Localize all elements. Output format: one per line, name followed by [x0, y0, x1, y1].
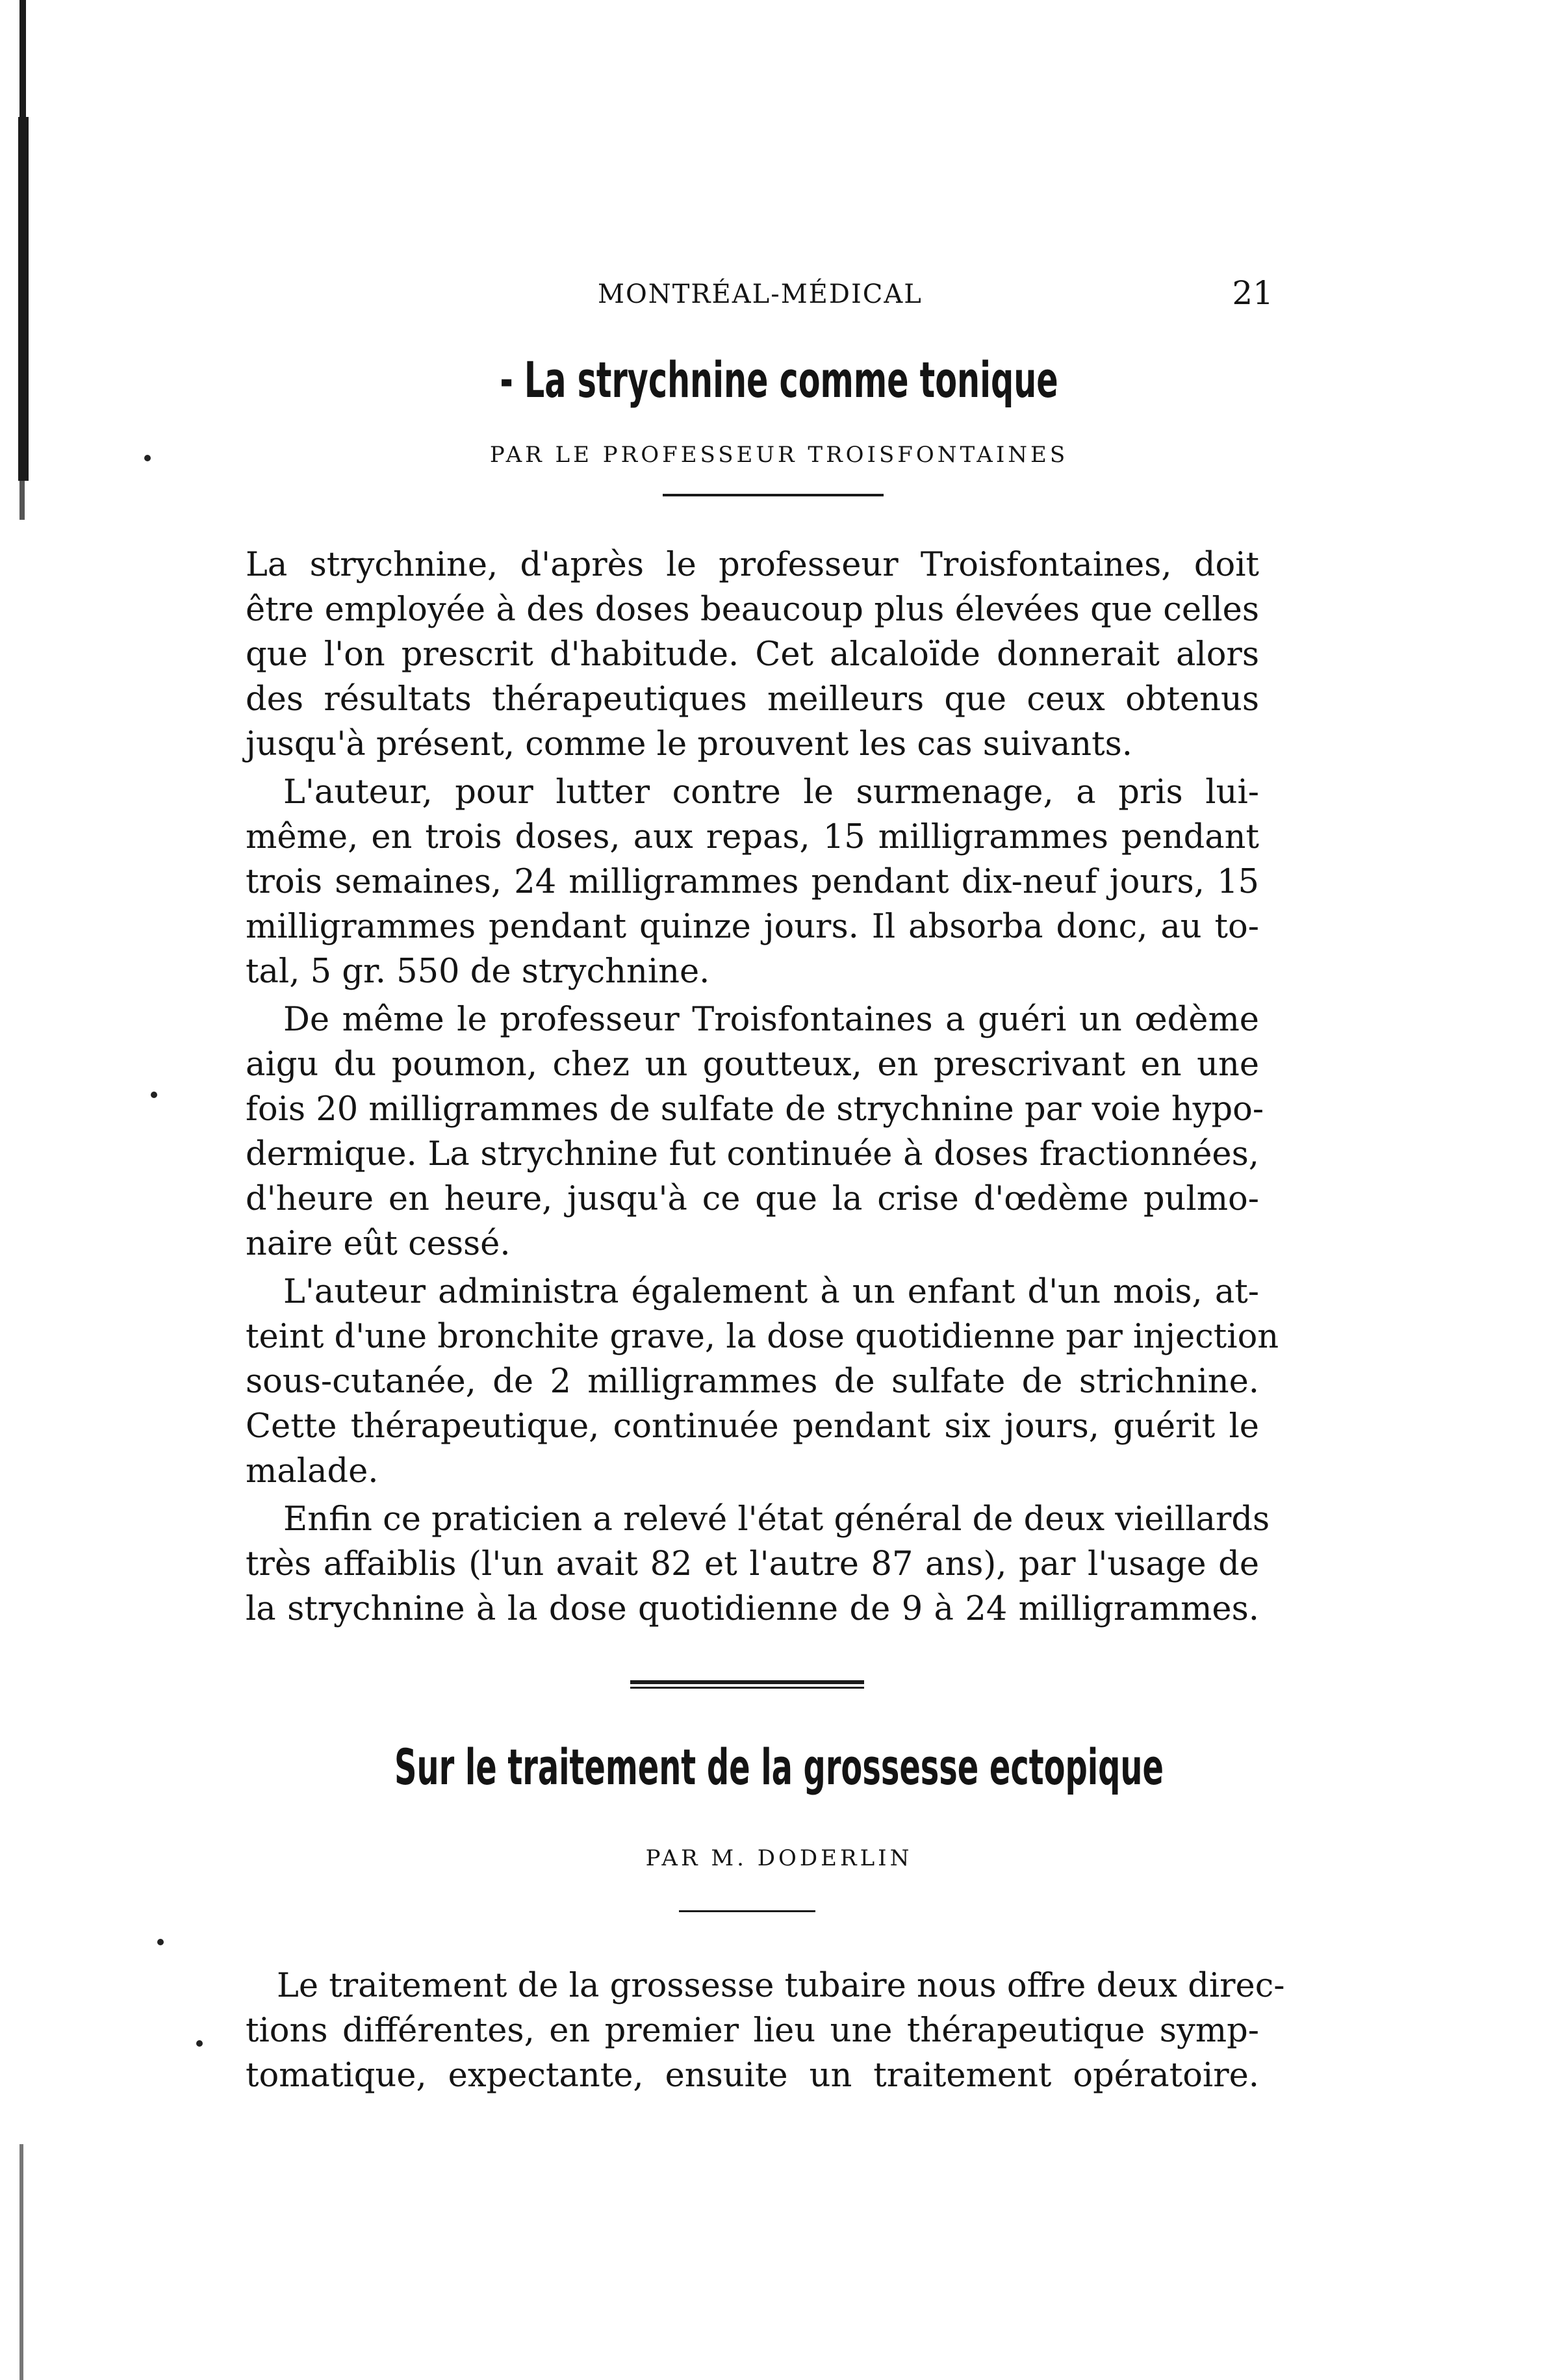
scan-edge-artifact [19, 481, 25, 520]
scan-edge-artifact [19, 0, 26, 117]
body-line: L'auteur administra également à un enfant d'un mois, at- [283, 1273, 1259, 1311]
section-separator [630, 1680, 864, 1684]
page-number: 21 [1232, 274, 1273, 312]
scan-speck [151, 1092, 157, 1098]
article-byline: PAR LE PROFESSEUR TROISFONTAINES [489, 442, 1069, 468]
section-separator [630, 1687, 864, 1689]
running-header [247, 274, 1273, 325]
body-line: très affaiblis (l'un avait 82 et l'autre 87 ans), par l'usage de [246, 1545, 1259, 1583]
body-line: naire eût cessé. [246, 1225, 511, 1263]
article-title: Sur le traitement de la grossesse ectopique [394, 1738, 1164, 1796]
scan-speck [196, 2040, 203, 2047]
body-line: même, en trois doses, aux repas, 15 milligrammes pendant [246, 818, 1259, 856]
scan-edge-artifact [18, 117, 29, 481]
article-byline: PAR M. DODERLIN [645, 1845, 913, 1871]
body-line: tomatique, expectante, ensuite un traitement opératoire. [246, 2056, 1259, 2095]
body-line: être employée à des doses beaucoup plus élevées que celles [246, 591, 1259, 629]
body-line: malade. [246, 1452, 379, 1491]
scan-edge-artifact [19, 2144, 23, 2380]
body-line: fois 20 milligrammes de sulfate de strychnine par voie hypo- [246, 1090, 1264, 1129]
body-line: Cette thérapeutique, continuée pendant six jours, guérit le [246, 1407, 1259, 1446]
body-line: teint d'une bronchite grave, la dose quotidienne par injection [246, 1318, 1279, 1356]
body-line: Enfin ce praticien a relevé l'état général de deux vieillards [283, 1500, 1270, 1539]
journal-title: MONTRÉAL-MÉDICAL [598, 279, 923, 309]
body-line: milligrammes pendant quinze jours. Il absorba donc, au to- [246, 908, 1259, 946]
article-title: - La strychnine comme tonique [500, 351, 1058, 409]
title-divider [663, 494, 884, 496]
title-divider [679, 1910, 815, 1912]
body-line: jusqu'à présent, comme le prouvent les cas suivants. [246, 725, 1132, 763]
body-line: tions différentes, en premier lieu une thérapeutique symp- [246, 2012, 1259, 2050]
scan-speck [157, 1939, 164, 1945]
body-line: aigu du poumon, chez un goutteux, en prescrivant en une [246, 1045, 1259, 1084]
body-line: des résultats thérapeutiques meilleurs que ceux obtenus [246, 680, 1259, 719]
body-line: trois semaines, 24 milligrammes pendant dix-neuf jours, 15 [246, 863, 1259, 901]
body-line: Le traitement de la grossesse tubaire nous offre deux direc- [277, 1967, 1285, 2005]
body-line: sous-cutanée, de 2 milligrammes de sulfate de strichnine. [246, 1363, 1259, 1401]
body-line: que l'on prescrit d'habitude. Cet alcaloïde donnerait alors [246, 635, 1259, 674]
body-line: dermique. La strychnine fut continuée à doses fractionnées, [246, 1135, 1259, 1173]
body-line: De même le professeur Troisfontaines a guéri un œdème [283, 1001, 1259, 1039]
body-line: d'heure en heure, jusqu'à ce que la crise d'œdème pulmo- [246, 1180, 1259, 1218]
body-line: la strychnine à la dose quotidienne de 9 à 24 milligrammes. [246, 1590, 1259, 1628]
body-line: L'auteur, pour lutter contre le surmenage, a pris lui- [283, 773, 1259, 812]
body-line: La strychnine, d'après le professeur Troisfontaines, doit [246, 546, 1259, 584]
body-line: tal, 5 gr. 550 de strychnine. [246, 953, 710, 991]
